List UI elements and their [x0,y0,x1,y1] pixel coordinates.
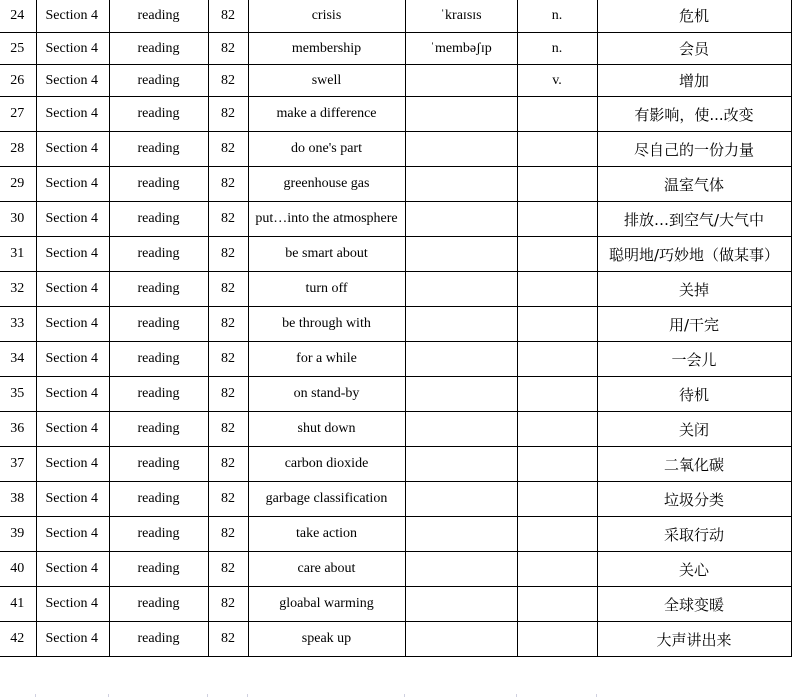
page-cell: 82 [208,132,248,167]
part-of-speech-cell [517,482,597,517]
table-row [0,517,791,552]
word-cell: care about [248,552,405,587]
row-number: 32 [0,272,36,307]
type-cell: reading [109,65,208,97]
phonetic-cell [405,517,517,552]
section-cell: Section 4 [36,202,109,237]
part-of-speech-cell: n. [517,0,597,33]
section-cell: Section 4 [36,622,109,657]
page-cell: 82 [208,517,248,552]
meaning-cell: 关闭 [597,412,791,447]
part-of-speech-cell: v. [517,65,597,97]
table-row [0,272,791,307]
meaning-cell: 垃圾分类 [597,482,791,517]
page-cell: 82 [208,342,248,377]
word-cell: be through with [248,307,405,342]
word-cell: do one's part [248,132,405,167]
word-cell: crisis [248,0,405,33]
type-cell: reading [109,622,208,657]
row-number: 38 [0,482,36,517]
section-cell: Section 4 [36,587,109,622]
type-cell: reading [109,33,208,65]
page-cell: 82 [208,412,248,447]
page-cell: 82 [208,587,248,622]
type-cell: reading [109,237,208,272]
row-number: 29 [0,167,36,202]
phonetic-cell: ˈkraɪsɪs [405,0,517,33]
section-cell: Section 4 [36,412,109,447]
phonetic-cell [405,307,517,342]
table-row [0,412,791,447]
word-cell: make a difference [248,97,405,132]
meaning-cell: 一会儿 [597,342,791,377]
meaning-cell: 有影响，使...改变 [597,97,791,132]
meaning-cell: 危机 [597,0,791,33]
part-of-speech-cell [517,272,597,307]
section-cell: Section 4 [36,552,109,587]
page-cell: 82 [208,33,248,65]
meaning-cell: 采取行动 [597,517,791,552]
meaning-cell: 温室气体 [597,167,791,202]
meaning-cell: 待机 [597,377,791,412]
page-cell: 82 [208,237,248,272]
part-of-speech-cell [517,167,597,202]
type-cell: reading [109,342,208,377]
part-of-speech-cell [517,237,597,272]
part-of-speech-cell [517,517,597,552]
table-row [0,97,791,132]
type-cell: reading [109,552,208,587]
section-cell: Section 4 [36,517,109,552]
word-cell: put…into the atmosphere [248,202,405,237]
meaning-cell: 大声讲出来 [597,622,791,657]
word-cell: shut down [248,412,405,447]
table-row [0,237,791,272]
row-number: 35 [0,377,36,412]
section-cell: Section 4 [36,0,109,33]
type-cell: reading [109,272,208,307]
phonetic-cell [405,552,517,587]
meaning-cell: 尽自己的一份力量 [597,132,791,167]
part-of-speech-cell [517,342,597,377]
row-number: 26 [0,65,36,97]
page-cell: 82 [208,272,248,307]
word-cell: greenhouse gas [248,167,405,202]
type-cell: reading [109,447,208,482]
row-number: 41 [0,587,36,622]
table-row [0,33,791,65]
meaning-cell: 关掉 [597,272,791,307]
section-cell: Section 4 [36,482,109,517]
phonetic-cell [405,622,517,657]
word-cell: membership [248,33,405,65]
part-of-speech-cell [517,622,597,657]
word-cell: gloabal warming [248,587,405,622]
meaning-cell: 关心 [597,552,791,587]
part-of-speech-cell [517,97,597,132]
word-cell: speak up [248,622,405,657]
table-row [0,0,791,33]
section-cell: Section 4 [36,272,109,307]
phonetic-cell [405,482,517,517]
phonetic-cell [405,167,517,202]
row-number: 36 [0,412,36,447]
type-cell: reading [109,167,208,202]
part-of-speech-cell [517,447,597,482]
row-number: 34 [0,342,36,377]
row-number: 39 [0,517,36,552]
table-row [0,587,791,622]
page-cell: 82 [208,97,248,132]
table-row [0,552,791,587]
phonetic-cell [405,447,517,482]
page-cell: 82 [208,307,248,342]
phonetic-cell [405,237,517,272]
table-row [0,65,791,97]
word-cell: on stand-by [248,377,405,412]
meaning-cell: 用/干完 [597,307,791,342]
phonetic-cell [405,342,517,377]
phonetic-cell [405,132,517,167]
phonetic-cell [405,272,517,307]
phonetic-cell [405,202,517,237]
row-number: 40 [0,552,36,587]
word-cell: swell [248,65,405,97]
part-of-speech-cell [517,552,597,587]
type-cell: reading [109,377,208,412]
phonetic-cell [405,377,517,412]
section-cell: Section 4 [36,447,109,482]
section-cell: Section 4 [36,237,109,272]
part-of-speech-cell [517,132,597,167]
row-number: 42 [0,622,36,657]
part-of-speech-cell [517,587,597,622]
page-cell: 82 [208,0,248,33]
section-cell: Section 4 [36,33,109,65]
type-cell: reading [109,0,208,33]
page-cell: 82 [208,552,248,587]
meaning-cell: 全球变暖 [597,587,791,622]
table-row [0,307,791,342]
section-cell: Section 4 [36,307,109,342]
type-cell: reading [109,97,208,132]
part-of-speech-cell [517,202,597,237]
row-number: 33 [0,307,36,342]
table-row [0,622,791,657]
type-cell: reading [109,482,208,517]
word-cell: take action [248,517,405,552]
meaning-cell: 排放…到空气/大气中 [597,202,791,237]
table-row [0,167,791,202]
section-cell: Section 4 [36,97,109,132]
word-cell: carbon dioxide [248,447,405,482]
meaning-cell: 增加 [597,65,791,97]
row-number: 24 [0,0,36,33]
part-of-speech-cell [517,412,597,447]
table-row [0,482,791,517]
table-row [0,202,791,237]
row-number: 27 [0,97,36,132]
section-cell: Section 4 [36,65,109,97]
word-cell: garbage classification [248,482,405,517]
page-cell: 82 [208,622,248,657]
section-cell: Section 4 [36,167,109,202]
phonetic-cell [405,412,517,447]
page-cell: 82 [208,202,248,237]
row-number: 31 [0,237,36,272]
page-cell: 82 [208,167,248,202]
type-cell: reading [109,307,208,342]
page-cell: 82 [208,447,248,482]
section-cell: Section 4 [36,132,109,167]
part-of-speech-cell [517,377,597,412]
meaning-cell: 会员 [597,33,791,65]
part-of-speech-cell [517,307,597,342]
table-row [0,132,791,167]
word-cell: turn off [248,272,405,307]
row-number: 30 [0,202,36,237]
part-of-speech-cell: n. [517,33,597,65]
phonetic-cell [405,65,517,97]
word-cell: be smart about [248,237,405,272]
section-cell: Section 4 [36,342,109,377]
meaning-cell: 聪明地/巧妙地（做某事） [597,237,791,272]
section-cell: Section 4 [36,377,109,412]
page-cell: 82 [208,65,248,97]
table-row [0,342,791,377]
phonetic-cell [405,97,517,132]
meaning-cell: 二氧化碳 [597,447,791,482]
type-cell: reading [109,587,208,622]
page-cell: 82 [208,377,248,412]
table-row [0,447,791,482]
row-number: 37 [0,447,36,482]
phonetic-cell [405,587,517,622]
type-cell: reading [109,412,208,447]
page-cell: 82 [208,482,248,517]
type-cell: reading [109,132,208,167]
table-row [0,377,791,412]
phonetic-cell: ˈmembəʃɪp [405,33,517,65]
type-cell: reading [109,202,208,237]
word-cell: for a while [248,342,405,377]
type-cell: reading [109,517,208,552]
row-number: 28 [0,132,36,167]
row-number: 25 [0,33,36,65]
